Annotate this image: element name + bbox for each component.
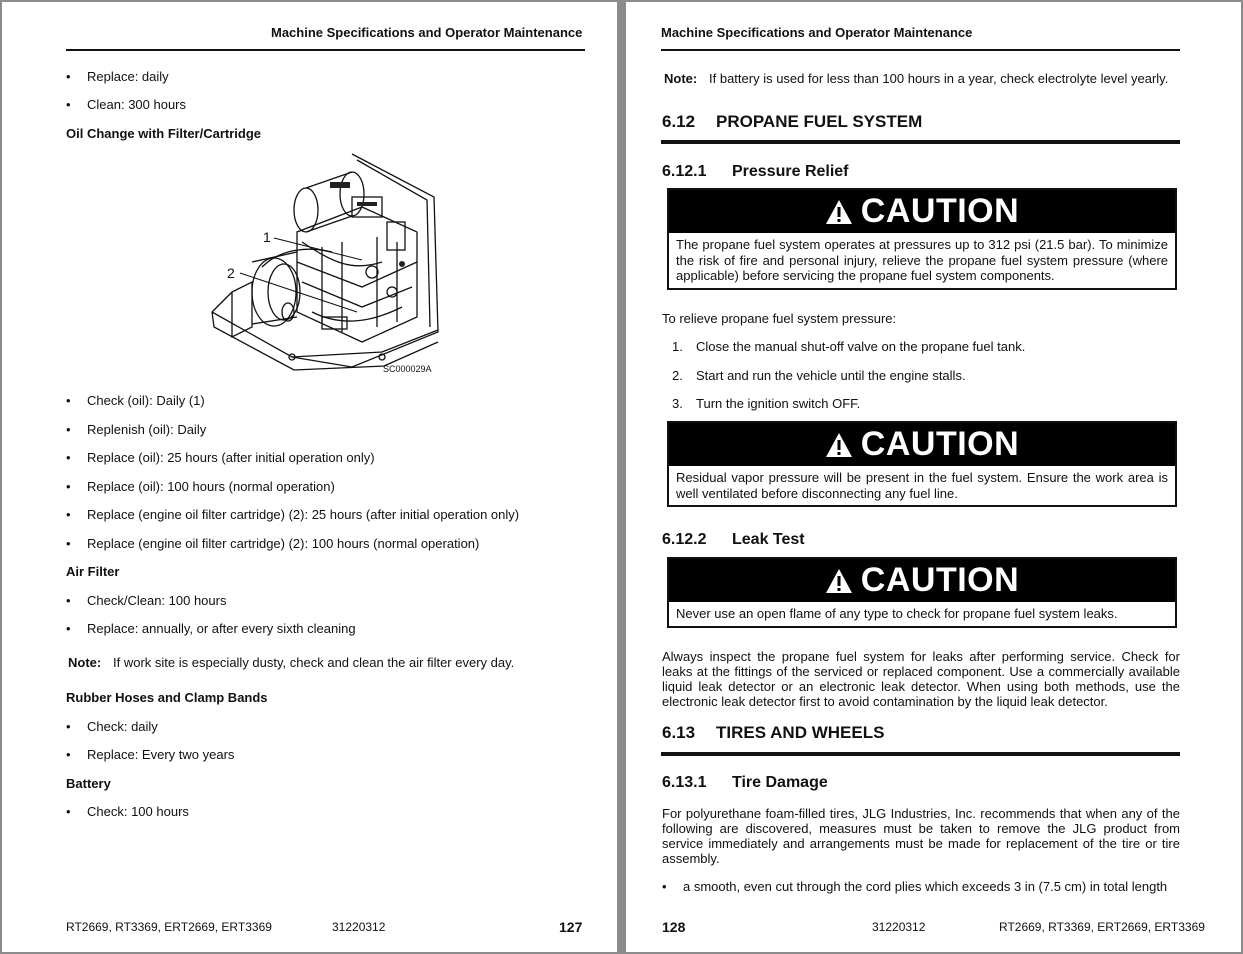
section-rule [661,140,1180,144]
page-header: Machine Specifications and Operator Maintenance [271,25,583,40]
note-label: Note: [664,71,698,86]
engine-illustration [202,152,447,377]
caution-text: Never use an open flame of any type to check for propane fuel system leaks. [676,606,1118,621]
footer-models: RT2669, RT3369, ERT2669, ERT3369 [66,920,272,934]
caution-banner [669,559,1175,602]
air-filter-heading: Air Filter [66,564,120,579]
footer-models: RT2669, RT3369, ERT2669, ERT3369 [999,920,1205,934]
warning-triangle-icon [825,568,853,594]
section-6-13-1-number: 6.13.1 [662,774,707,791]
caution-text: The propane fuel system operates at pressures up to 312 psi (21.5 bar). To minimize the risk of fire and personal injury, relieve the propane fuel system pressure (where applicable) before servicing the propane fuel system components. [676,237,1168,283]
header-rule [66,49,585,51]
section-6-12-2-title: Leak Test [732,531,805,548]
hoses-heading: Rubber Hoses and Clamp Bands [66,690,268,705]
callout-2: 2 [227,265,235,281]
caution-box [667,188,1177,290]
figure-code: SC000029A [383,364,432,374]
callout-1: 1 [263,229,271,245]
section-rule [661,752,1180,756]
note-text: If work site is especially dusty, check and clean the air filter every day. [113,655,515,670]
footer-doc-number: 31220312 [872,920,926,934]
left-page: Machine Specifications and Operator Maintenance • Replace: daily • Clean: 300 hours Oil Change with Filter/Cartridge 1 2 SC000029A • Check (oil): Daily (1) • Replenish (oil): Daily • Replace (oil): 25 hours (after initial operation only) • Replace (oil): 100 hours (normal operation) • Replace (engine oil filter cartridge) (2): 25 hours (after initial operation only) • Replace (engine oil filter cartridge) (2): 100 hours (normal operation) Air Filter • Check/Clean: 100 hours • Replace: annually, or after every sixth cleaning Note: If work site is especially dusty, check and clean the air filter every day. Rubber Hoses and Clamp Bands • Check: daily • Replace: Every two years Battery • Check: 100 hours RT2669, RT3369, ERT2669, ERT3369 31220312 127 [2,2,617,952]
warning-triangle-icon [825,199,853,225]
relieve-intro: To relieve propane fuel system pressure: [662,311,897,326]
page-header: Machine Specifications and Operator Maintenance [661,25,973,40]
caution-label: CAUTION [860,561,1020,599]
header-rule [661,49,1180,51]
caution-text: Residual vapor pressure will be present in the fuel system. Ensure the work area is well ventilated before disconnecting any fuel line. [676,470,1168,501]
section-6-13-number: 6.13 [662,723,696,742]
tire-damage-paragraph: For polyurethane foam-filled tires, JLG Industries, Inc. recommends that when any of the following are discovered, measures must be taken to remove the JLG product from service immediately and arrangements must be made for replacement of the tire or tire assembly. [662,806,1180,866]
caution-banner [669,190,1175,233]
oil-heading: Oil Change with Filter/Cartridge [66,126,262,141]
caution-label: CAUTION [860,192,1020,230]
leak-test-paragraph: Always inspect the propane fuel system for leaks after performing service. Check for leaks at the fittings of the serviced or replaced component. Use a commercially available liquid leak detector or an electronic leak detector. When using both methods, use the electronic leak detector first to avoid contamination by the liquid leak detector. [662,649,1180,709]
section-6-12-1-number: 6.12.1 [662,163,707,180]
section-6-13-title: TIRES AND WHEELS [716,723,885,742]
battery-heading: Battery [66,776,111,791]
note-text: If battery is used for less than 100 hours in a year, check electrolyte level yearly. [709,71,1169,86]
footer-doc-number: 31220312 [332,920,386,934]
section-6-12-2-number: 6.12.2 [662,531,707,548]
caution-banner [669,423,1175,466]
section-6-12-1-title: Pressure Relief [732,163,849,180]
page-number: 128 [662,919,686,935]
note-label: Note: [68,655,102,670]
engine-figure [202,152,447,377]
caution-label: CAUTION [860,425,1020,463]
section-6-12-number: 6.12 [662,112,696,131]
section-6-13-1-title: Tire Damage [732,774,828,791]
warning-triangle-icon [825,432,853,458]
page-number: 127 [559,919,583,935]
section-6-12-title: PROPANE FUEL SYSTEM [716,112,923,131]
caution-box [667,557,1177,628]
caution-box [667,421,1177,507]
right-page: Machine Specifications and Operator Maintenance Note: If battery is used for less than 100 hours in a year, check electrolyte level yearly. 6.12 PROPANE FUEL SYSTEM 6.12.1 Pressure Relief CAUTION The propane fuel system operates at pressures up to 312 psi (21.5 bar). To minimize the risk of fire and personal injury, relieve the propane fuel system pressure (where applicable) before servicing the propane fuel system components. To relieve propane fuel system pressure: 1. Close the manual shut-off valve on the propane fuel tank. 2. Start and run the vehicle until the engine stalls. 3. Turn the ignition switch OFF. CAUTION Residual vapor pressure will be present in the fuel system. Ensure the work area is well ventilated before disconnecting any fuel line. 6.12.2 Leak Test CAUTION Never use an open flame of any type to check for propane fuel system leaks. Always inspect the propane fuel system for leaks after performing service. Check for leaks at the fittings of the serviced or replaced component. Use a commercially available liquid leak detector or an electronic leak detector. When using both methods, use the electronic leak detector first to avoid contamination by the liquid leak detector. 6.13 TIRES AND WHEELS 6.13.1 Tire Damage For polyurethane foam-filled tires, JLG Industries, Inc. recommends that when any of the following are discovered, measures must be taken to remove the JLG product from service immediately and arrangements must be made for replacement of the tire or tire assembly. • a smooth, even cut through the cord plies which exceeds 3 in (7.5 cm) in total length 128 31220312 RT2669, RT3369, ERT2669, ERT3369 [626,2,1241,952]
